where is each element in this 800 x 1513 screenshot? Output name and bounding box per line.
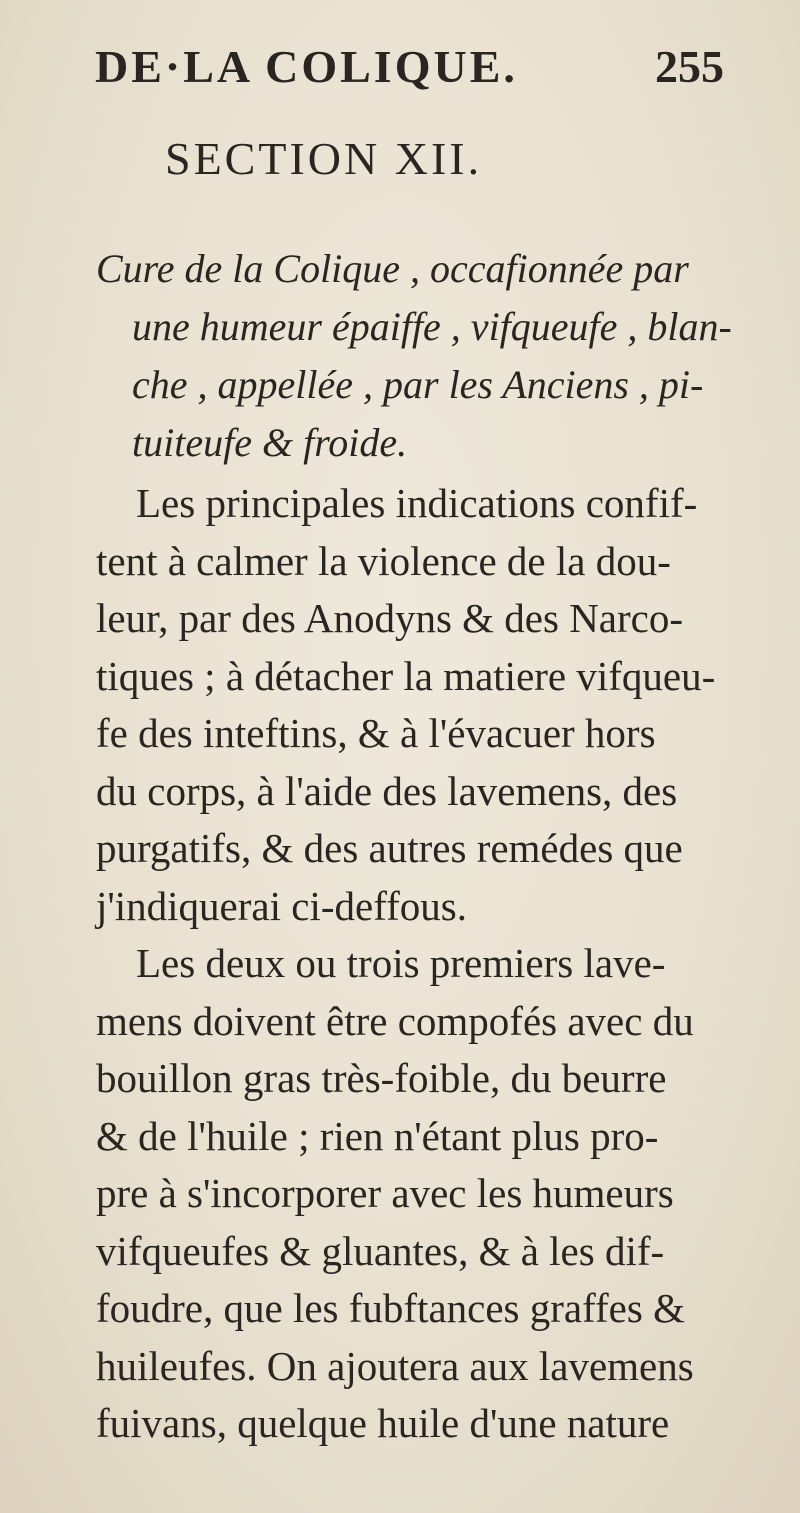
body-line: bouillon gras très-foible, du beurre (96, 1055, 667, 1101)
running-head (95, 40, 735, 110)
body-line: tiques ; à détacher la matiere vifqueu- (96, 652, 716, 699)
section-heading: SECTION XII. (165, 133, 483, 184)
body-line: tent à calmer la violence de la dou- (96, 537, 671, 584)
body-text (96, 475, 746, 1453)
body-line: j'indiquerai ci-deffous. (96, 882, 467, 929)
body-line: fuivans, quelque huile d'une nature (96, 1400, 670, 1446)
body-line: & de l'huile ; rien n'étant plus pro- (96, 1112, 659, 1159)
body-line: pre à s'incorporer avec les humeurs (96, 1170, 674, 1216)
body-line: Les principales indications confif- (136, 480, 698, 526)
body-line: foudre, que les fubftances graffes & (96, 1285, 685, 1331)
body-line: fe des inteftins, & à l'évacuer hors (96, 710, 656, 756)
body-line: Les deux ou trois premiers lave- (136, 940, 666, 986)
body-line: leur, par des Anodyns & des Narco- (96, 595, 684, 641)
subtitle-line: Cure de la Colique , occafionnée par (96, 246, 689, 291)
body-line: purgatifs, & des autres remédes que (96, 825, 683, 871)
page-number: 255 (655, 41, 724, 92)
body-line: vifqueufes & gluantes, & à les dif- (96, 1227, 665, 1274)
running-title: DE·LA COLIQUE. (95, 41, 518, 92)
body-line: du corps, à l'aide des lavemens, des (96, 767, 678, 814)
body-line: huileufes. On ajoutera aux lavemens (96, 1342, 694, 1389)
subtitle-line: che , appellée , par les Anciens , pi- (132, 362, 704, 407)
section-subtitle (96, 240, 736, 472)
subtitle-line: une humeur épaiffe , vifqueufe , blan- (132, 304, 732, 349)
subtitle-line: tuiteufe & froide. (132, 420, 408, 465)
body-line: mens doivent être compofés avec du (96, 997, 694, 1044)
